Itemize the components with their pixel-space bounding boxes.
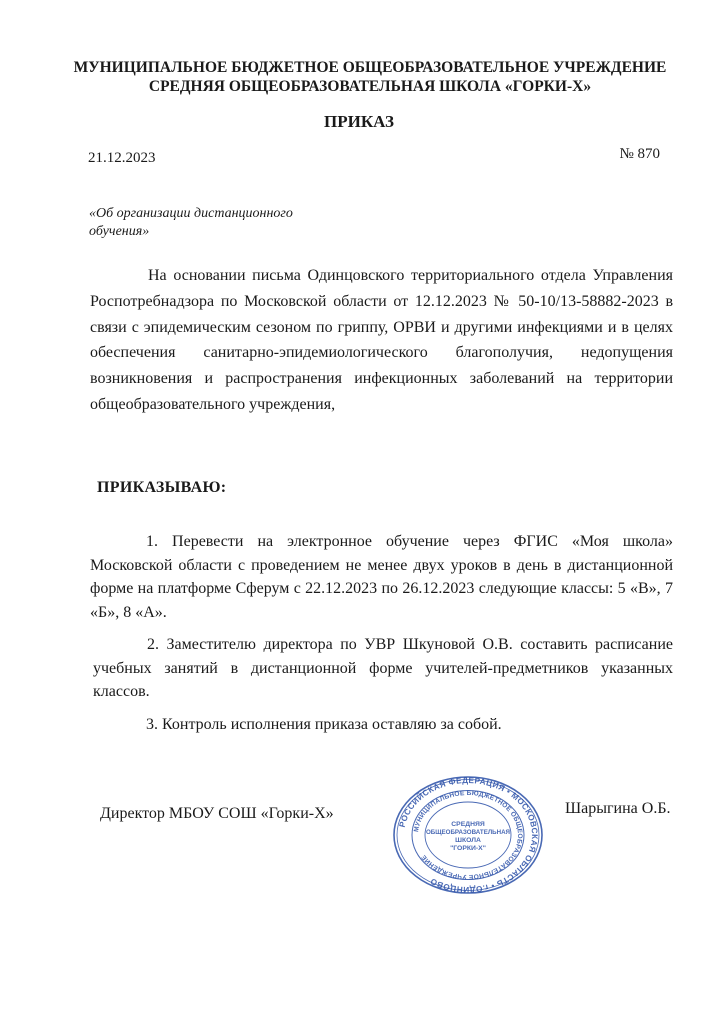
institution-header (60, 58, 680, 96)
stamp-center-line-2: ОБЩЕОБРАЗОВАТЕЛЬНАЯ (425, 829, 511, 836)
stamp-center-line-3: ШКОЛА (455, 837, 481, 844)
subject-line-1: «Об организации дистанционного (89, 206, 293, 221)
stamp-center-line-1: СРЕДНЯЯ (451, 821, 485, 828)
signatory-role: Директор МБОУ СОШ «Горки-Х» (100, 805, 334, 822)
order-item-text: Перевести на электронное обучение через ФГИС «Моя школа» Московской области с проведением не менее двух уроков в день в дистанционной форме на платформе Сферум с 22.12.2023 по 26.12.2023 следующие классы: 5 «В», 7 «Б», 8 «А». (90, 533, 674, 621)
svg-text:МУНИЦИПАЛЬНОЕ БЮДЖЕТНОЕ ОБЩЕОБ: МУНИЦИПАЛЬНОЕ БЮДЖЕТНОЕ ОБЩЕОБРАЗОВАТЕЛЬНОЕ УЧРЕЖДЕНИЕ (413, 789, 524, 881)
header-line-1: МУНИЦИПАЛЬНОЕ БЮДЖЕТНОЕ ОБЩЕОБРАЗОВАТЕЛЬНОЕ УЧРЕЖДЕНИЕ (73, 59, 667, 76)
stamp-center-line-4: "ГОРКИ-Х" (450, 845, 486, 852)
document-title: ПРИКАЗ (324, 112, 394, 131)
document-date: 21.12.2023 (88, 150, 156, 166)
order-item-text: Контроль исполнения приказа оставляю за собой. (162, 715, 502, 733)
subject-line-2: обучения» (89, 224, 150, 239)
document-subject (89, 205, 329, 241)
preamble-paragraph: На основании письма Одинцовского территориального отдела Управления Роспотребнадзора по Московской области от 12.12.2023 № 50-10/13-58882-2023 в связи с эпидемическим сезоном по гриппу, ОРВИ и другими инфекциями и в целях обеспечения санитарно-эпидемиологического благополучия, недопущения возникновения и распространения инфекционных заболеваний на территории общеобразовательного учреждения, (90, 267, 673, 413)
order-item-number: 3. (146, 715, 158, 733)
header-line-2: СРЕДНЯЯ ОБЩЕОБРАЗОВАТЕЛЬНАЯ ШКОЛА «ГОРКИ-Х» (148, 78, 592, 95)
order-item (90, 633, 673, 704)
order-items-list (90, 530, 673, 745)
official-stamp (392, 775, 544, 895)
order-item (90, 713, 673, 737)
order-item (90, 530, 673, 624)
order-item-text: Заместителю директора по УВР Шкуновой О.В. составить расписание учебных занятий в дистанционной форме учителей-предметников указанных классов. (93, 636, 673, 700)
stamp-seal-graphic (392, 775, 544, 895)
order-item-number: 1. (146, 533, 158, 550)
document-number: № 870 (619, 146, 660, 162)
order-item-number: 2. (147, 636, 159, 653)
svg-text:РОССИЙСКАЯ ФЕДЕРАЦИЯ • МОСКОВС: РОССИЙСКАЯ ФЕДЕРАЦИЯ • МОСКОВСКАЯ ОБЛАСТЬ • г.ОДИНЦОВО (397, 775, 540, 895)
signatory-name: Шарыгина О.Б. (565, 800, 671, 817)
order-heading: ПРИКАЗЫВАЮ: (97, 479, 227, 496)
